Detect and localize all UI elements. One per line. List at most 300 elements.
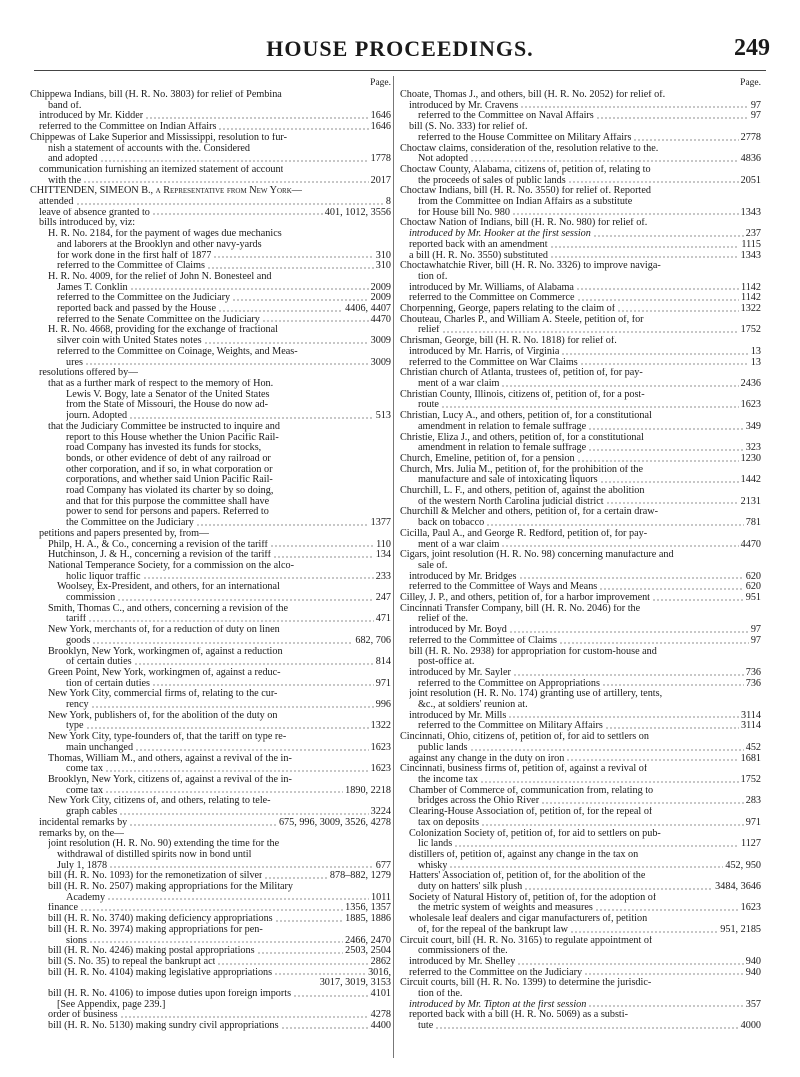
index-entry-text: against any change in the duty on iron xyxy=(409,753,565,764)
index-entry xyxy=(400,711,761,722)
index-page-ref: 3114 xyxy=(741,709,761,721)
index-page-ref: 971 xyxy=(375,677,391,689)
index-page-ref: 1322 xyxy=(370,720,391,732)
index-entry-text: bill (H. R. No. 2507) making appropriations for the Military xyxy=(48,882,294,893)
dot-leader xyxy=(105,791,343,793)
index-entry xyxy=(30,989,391,1000)
index-entry xyxy=(400,251,761,262)
index-entry-text: reported back with an amendment xyxy=(409,239,548,250)
index-entry xyxy=(400,818,761,829)
index-entry-text: attended xyxy=(39,197,74,208)
index-entry-text: Choctaw claims, consideration of the, resolution relative to the. xyxy=(400,143,659,154)
index-page-ref: 13 xyxy=(750,356,761,368)
index-entry xyxy=(30,614,391,625)
index-entry-text: tax on deposits xyxy=(418,817,480,828)
index-entry-text: New York, merchants of, for a reduction of duty on linen xyxy=(48,625,280,636)
dot-leader xyxy=(470,749,744,751)
index-page-ref: 471 xyxy=(375,613,391,625)
column-page-label: Page. xyxy=(370,78,391,88)
index-page-ref: 237 xyxy=(745,228,761,240)
index-entry-text: referred to the Committee on the Judiciary xyxy=(409,967,583,978)
index-entry-text: introduced by Mr. Shelley xyxy=(409,956,516,967)
dot-leader xyxy=(85,363,369,365)
index-page-ref: 3009 xyxy=(370,356,391,368)
index-entry xyxy=(400,764,761,775)
index-entry xyxy=(30,732,391,743)
index-entry xyxy=(30,625,391,636)
index-entry-text: for House bill No. 980 xyxy=(418,207,510,218)
index-entry xyxy=(400,122,761,133)
index-entry xyxy=(30,154,391,165)
index-entry-text: the income tax xyxy=(418,775,478,785)
index-entry xyxy=(30,604,391,615)
index-entry-text: bridges across the Ohio River xyxy=(418,796,540,807)
index-entry xyxy=(30,518,391,529)
index-entry xyxy=(400,550,761,561)
index-entry xyxy=(30,486,391,497)
index-entry-text: a bill (H. R. No. 3550) substituted xyxy=(409,250,548,261)
index-entry-text: Cigars, joint resolution (H. R. No. 98) concerning manufacture and xyxy=(400,550,674,561)
index-entry-text: Choctaw Nation of Indians, bill (H. R. No. 980) for relief of. xyxy=(400,218,648,229)
index-entry-text: report to this House whether the Union Pacific Rail- xyxy=(66,432,279,443)
dot-leader xyxy=(130,288,369,290)
index-entry-text: referred to the Committee on the Judiciary xyxy=(57,293,231,304)
dot-leader xyxy=(100,160,369,162)
index-entry-text: road Company has violated its charter by so doing, xyxy=(66,486,274,497)
index-entry-text: come tax xyxy=(66,764,104,775)
index-entry-text: joint resolution (H. R. No. 174) granting use of artillery, tents, xyxy=(409,689,663,700)
index-entry-text: Chamber of Commerce of, communication from, relating to xyxy=(409,785,654,796)
index-entry-text: reported back with a bill (H. R. No. 5069) as a substi- xyxy=(409,1010,628,1021)
dot-leader xyxy=(68,984,318,986)
index-entry xyxy=(400,229,761,240)
index-entry-text: Chippewas of Lake Superior and Mississippi, resolution to fur- xyxy=(30,132,287,143)
index-entry xyxy=(30,550,391,561)
index-entry-text: band of. xyxy=(48,100,82,111)
index-entry-text: Colonization Society of, petition of, for aid to settlers on pub- xyxy=(409,828,661,839)
index-entry-text: Clearing-House Association of, petition of, for the repeal of xyxy=(409,807,653,818)
index-entry xyxy=(400,325,761,336)
dot-leader xyxy=(135,749,369,751)
index-page-ref: 233 xyxy=(375,570,391,582)
index-entry-text: Smith, Thomas C., and others, concerning a revision of the xyxy=(48,603,289,614)
index-page-ref: 4000 xyxy=(740,1020,761,1032)
dot-leader xyxy=(524,888,713,890)
index-entry-text: order of business xyxy=(48,1010,118,1021)
dot-leader xyxy=(442,331,739,333)
index-page-ref: 1646 xyxy=(370,121,391,133)
page-number: 249 xyxy=(734,35,770,61)
index-entry xyxy=(400,871,761,882)
index-entry-text: holic liquor traffic xyxy=(66,571,141,582)
dot-leader xyxy=(588,449,744,451)
index-page-ref: 3224 xyxy=(370,806,391,818)
index-page-ref: 2017 xyxy=(370,174,391,186)
index-entry-text: bonds, or other evidence of debt of any railroad or xyxy=(66,453,271,464)
index-entry xyxy=(30,497,391,508)
index-page-ref: 1442 xyxy=(740,474,761,486)
dot-leader xyxy=(519,577,744,579)
index-entry xyxy=(30,368,391,379)
index-entry-text: bill (S. No. 333) for relief of. xyxy=(409,122,528,133)
index-entry xyxy=(400,700,761,711)
index-entry-text: referred to the Committee of Claims xyxy=(409,635,557,646)
index-entry-text: Christie, Eliza J., and others, petition of, for a constitutional xyxy=(400,432,644,443)
dot-leader xyxy=(218,310,343,312)
dot-leader xyxy=(470,160,739,162)
index-entry-text: tion of. xyxy=(418,271,448,282)
index-entry xyxy=(30,764,391,775)
index-entry xyxy=(30,90,391,101)
index-entry xyxy=(400,176,761,187)
index-entry-text: referred to the Committee on Coinage, Weights, and Meas- xyxy=(57,346,298,357)
index-page-ref: 2862 xyxy=(370,955,391,967)
page-title: HOUSE PROCEEDINGS. xyxy=(266,36,534,61)
index-entry xyxy=(400,893,761,904)
dot-leader xyxy=(561,353,748,355)
index-entry-text: Not adopted xyxy=(418,154,469,165)
index-entry xyxy=(400,293,761,304)
index-entry xyxy=(30,936,391,947)
dot-leader xyxy=(274,973,366,975)
index-entry xyxy=(400,465,761,476)
index-entry xyxy=(400,593,761,604)
index-page-ref: 310 xyxy=(375,260,391,272)
index-page-ref: 1230 xyxy=(740,452,761,464)
index-entry xyxy=(30,390,391,401)
dot-leader xyxy=(580,363,749,365)
dot-leader xyxy=(501,385,738,387)
dot-leader xyxy=(599,588,743,590)
dot-leader xyxy=(513,674,744,676)
index-entry xyxy=(30,946,391,957)
index-entry-text: tute xyxy=(418,1021,434,1032)
index-entry xyxy=(30,422,391,433)
index-entry xyxy=(30,379,391,390)
index-entry-text: rency xyxy=(66,700,89,711)
index-entry xyxy=(400,165,761,176)
index-page-ref: 951, 2185 xyxy=(720,923,761,935)
index-entry-text: silver coin with United States notes xyxy=(57,336,202,347)
index-entry xyxy=(400,208,761,219)
index-entry xyxy=(400,839,761,850)
index-entry-text: route xyxy=(418,400,439,411)
dot-leader xyxy=(92,642,353,644)
index-entry-text: Philp, H. A., & Co., concerning a revision of the tariff xyxy=(48,539,268,550)
index-entry xyxy=(400,829,761,840)
index-page-ref: 513 xyxy=(375,410,391,422)
index-page-ref: 452 xyxy=(745,741,761,753)
index-entry-text: public lands xyxy=(418,742,468,753)
dot-leader xyxy=(83,181,369,183)
dot-leader xyxy=(218,128,368,130)
index-page-ref: 781 xyxy=(745,517,761,529)
dot-leader xyxy=(550,246,740,248)
index-entry xyxy=(400,807,761,818)
index-entry-text: relief of the. xyxy=(418,614,469,625)
index-entry-text: road Company has invested its funds for stocks, xyxy=(66,443,262,454)
index-entry-text: corporations, and whether said Union Pacific Rail- xyxy=(66,475,273,486)
index-entry xyxy=(30,1010,391,1021)
index-entry xyxy=(400,315,761,326)
index-entry-text: amendment in relation to female suffrage xyxy=(418,421,587,432)
index-entry xyxy=(400,946,761,957)
index-page-ref: 951 xyxy=(745,592,761,604)
index-entry-text: Church, Mrs. Julia M., petition of, for the prohibition of the xyxy=(400,464,644,475)
index-entry xyxy=(400,754,761,765)
index-entry-text: main unchanged xyxy=(66,742,134,753)
index-entry xyxy=(30,721,391,732)
index-entry-text: for work done in the first half of 1877 xyxy=(57,250,212,261)
index-entry-text: introduced by Mr. Hooker at the first session xyxy=(409,229,591,240)
index-entry-text: incidental remarks by xyxy=(39,817,128,828)
dot-leader xyxy=(262,320,369,322)
dot-leader xyxy=(584,973,744,975)
index-entry xyxy=(30,304,391,315)
index-entry-text: that as a further mark of respect to the memory of Hon. xyxy=(48,378,274,389)
index-entry-text: distillers of, petition of, against any change in the tax on xyxy=(409,849,639,860)
dot-leader xyxy=(105,770,369,772)
index-entry-text: Choctaw County, Alabama, citizens of, petition of, relating to xyxy=(400,164,651,175)
index-page-ref: 283 xyxy=(745,795,761,807)
index-page-ref: 2131 xyxy=(740,495,761,507)
dot-leader xyxy=(577,460,739,462)
dot-leader xyxy=(80,909,343,911)
index-page-ref: 1623 xyxy=(370,763,391,775)
index-entry xyxy=(400,1010,761,1021)
index-page-ref: 1322 xyxy=(740,303,761,315)
index-entry xyxy=(400,400,761,411)
dot-leader xyxy=(109,866,374,868)
index-entry-text: Academy xyxy=(66,892,106,903)
index-entry-text: Brooklyn, New York, citizens of, against a revival of the in- xyxy=(48,775,292,785)
dot-leader xyxy=(89,941,343,943)
index-entry-text: journ. Adopted xyxy=(66,411,128,422)
index-entry-text: commissioners of the. xyxy=(418,946,508,957)
dot-leader xyxy=(264,877,327,879)
dot-leader xyxy=(602,684,744,686)
index-page-ref: 1142 xyxy=(741,281,761,293)
index-page-ref: 620 xyxy=(745,570,761,582)
index-page-ref: 4470 xyxy=(740,538,761,550)
index-entry xyxy=(400,1000,761,1011)
index-page-ref: 310 xyxy=(375,249,391,261)
dot-leader xyxy=(566,759,738,761)
index-entry-text: introduced by Mr. Sayler xyxy=(409,667,511,678)
dot-leader xyxy=(559,642,749,644)
dot-leader xyxy=(593,235,744,237)
dot-leader xyxy=(606,502,739,504)
index-entry xyxy=(30,176,391,187)
index-entry-text: Church, Emeline, petition of, for a pension xyxy=(400,453,575,464)
index-entry-text: Circuit court, bill (H. R. No. 3165) to regulate appointment of xyxy=(400,935,653,946)
index-page-ref: 3484, 3646 xyxy=(715,881,761,893)
index-entry xyxy=(30,540,391,551)
index-entry xyxy=(400,903,761,914)
index-entry-text: power to send for persons and papers. Referred to xyxy=(66,507,269,518)
index-entry xyxy=(400,197,761,208)
index-page-ref: 110 xyxy=(376,538,391,550)
index-entry-text: tion of certain duties xyxy=(66,678,151,689)
index-entry-text: Chorpenning, George, papers relating to the claim of xyxy=(400,304,616,315)
dot-leader xyxy=(270,545,374,547)
index-entry-text: bills introduced by, viz: xyxy=(39,218,136,229)
index-entry-text: referred to the Committee of Ways and Means xyxy=(409,582,598,593)
index-entry xyxy=(400,304,761,315)
index-entry-text: bill (H. R. No. 4104) making legislative appropriations xyxy=(48,967,273,978)
index-page-ref: 1778 xyxy=(370,153,391,165)
index-entry-text: reported back and passed by the House xyxy=(57,304,216,315)
index-entry xyxy=(400,582,761,593)
index-page-ref: 682, 706 xyxy=(355,634,391,646)
index-entry xyxy=(30,111,391,122)
index-entry-text: of, for the repeal of the bankrupt law xyxy=(418,924,568,935)
index-entry-text: bill (S. No. 35) to repeal the bankrupt act xyxy=(48,956,216,967)
index-entry xyxy=(400,518,761,529)
index-entry xyxy=(400,283,761,294)
index-entry-text: July 1, 1878 xyxy=(57,860,108,871)
index-entry xyxy=(400,679,761,690)
index-entry-text: commission xyxy=(66,593,116,604)
dot-leader xyxy=(134,663,374,665)
index-entry xyxy=(30,636,391,647)
index-entry-text: referred to the Committee on Naval Affairs xyxy=(418,111,594,122)
index-entry xyxy=(30,293,391,304)
index-entry xyxy=(400,978,761,989)
index-page-ref: 1343 xyxy=(740,249,761,261)
index-entry xyxy=(30,186,391,197)
index-entry xyxy=(30,218,391,229)
index-entry xyxy=(30,229,391,240)
index-entry-text: tariff xyxy=(66,614,87,625)
index-entry xyxy=(400,411,761,422)
index-entry xyxy=(400,336,761,347)
index-entry xyxy=(400,261,761,272)
index-entry xyxy=(400,347,761,358)
index-page-ref: 13 xyxy=(750,345,761,357)
index-entry-text: goods xyxy=(66,635,91,646)
index-entry xyxy=(400,133,761,144)
index-entry-text: withdrawal of distilled spirits now in bond until xyxy=(57,849,252,860)
dot-leader xyxy=(293,995,369,997)
index-entry xyxy=(400,186,761,197)
index-entry xyxy=(30,454,391,465)
index-entry xyxy=(30,657,391,668)
dot-leader xyxy=(454,845,739,847)
index-entry-text: manufacture and sale of intoxicating liquors xyxy=(418,475,598,486)
index-entry-text: ment of a war claim xyxy=(418,539,500,550)
dot-leader xyxy=(596,117,749,119)
index-entry xyxy=(400,721,761,732)
index-page-ref: 736 xyxy=(745,666,761,678)
dot-leader xyxy=(652,599,744,601)
index-entry xyxy=(30,433,391,444)
index-entry-text: bill (H. R. No. 3974) making appropriations for pen- xyxy=(48,924,263,935)
index-entry xyxy=(30,700,391,711)
dot-leader xyxy=(107,898,369,900)
index-entry xyxy=(30,903,391,914)
index-entry-text: [See Appendix, page 239.] xyxy=(57,999,166,1010)
index-entry-text: bill (H. R. No. 2938) for appropriation for custom-house and xyxy=(409,646,657,657)
index-entry-text: from the Committee on Indian Affairs as a substitute xyxy=(418,197,633,208)
index-entry xyxy=(30,208,391,219)
index-page-ref: 134 xyxy=(375,549,391,561)
dot-leader xyxy=(449,866,723,868)
index-page-ref: 1127 xyxy=(741,838,761,850)
dot-leader xyxy=(152,684,374,686)
index-entry-text: ment of a war claim xyxy=(418,378,500,389)
index-entry-text: the proceeds of sales of public lands xyxy=(418,175,566,186)
index-entry xyxy=(400,454,761,465)
index-entry-text: Churchill, L. F., and others, petition of, against the abolition xyxy=(400,486,645,497)
index-entry xyxy=(30,1000,391,1011)
index-page-ref: 1343 xyxy=(740,206,761,218)
index-entry-text: communication furnishing an itemized statement of account xyxy=(39,164,284,175)
index-entry-text: remarks by, on the— xyxy=(39,828,125,839)
header-rule xyxy=(34,70,766,71)
index-entry-text: amendment in relation to female suffrage xyxy=(418,443,587,454)
index-entry xyxy=(30,529,391,540)
dot-leader xyxy=(145,117,369,119)
index-entry xyxy=(30,400,391,411)
index-column-left xyxy=(30,78,391,1032)
index-entry-text: referred to the Senate Committee on the Judiciary xyxy=(57,314,260,325)
index-entry xyxy=(30,689,391,700)
index-page-ref: 1752 xyxy=(740,324,761,336)
index-entry-text: Chippewa Indians, bill (H. R. No. 3803) for relief of Pembina xyxy=(30,90,282,100)
index-page-ref: 1885, 1886 xyxy=(345,913,391,925)
index-entry xyxy=(400,475,761,486)
index-entry-text: Thomas, William M., and others, against a revival of the in- xyxy=(48,753,292,764)
dot-leader xyxy=(512,213,739,215)
index-entry xyxy=(30,882,391,893)
index-entry-text: with the xyxy=(48,175,82,186)
index-entry xyxy=(400,422,761,433)
index-entry-text: referred to the House Committee on Military Affairs xyxy=(418,132,632,143)
index-entry xyxy=(400,850,761,861)
index-entry xyxy=(30,122,391,133)
index-page-ref: 1681 xyxy=(740,752,761,764)
index-page-ref: 677 xyxy=(375,859,391,871)
index-entry-text: James T. Conklin xyxy=(57,282,128,293)
index-entry-text: referred to the Committee on Indian Affairs xyxy=(39,122,217,133)
index-entry xyxy=(30,411,391,422)
index-entry xyxy=(400,636,761,647)
index-entry-text: New York City, type-founders of, that the tariff on type re- xyxy=(48,732,287,743)
index-entry xyxy=(400,743,761,754)
index-page-ref: 97 xyxy=(750,634,761,646)
index-page-ref: 814 xyxy=(375,656,391,668)
index-page-ref: 1377 xyxy=(370,517,391,529)
dot-leader xyxy=(152,213,323,215)
index-entry xyxy=(400,101,761,112)
index-entry xyxy=(30,358,391,369)
index-entry-text: bill (H. R. No. 4106) to impose duties upon foreign imports xyxy=(48,989,292,1000)
index-entry-text: Hatters' Association of, petition of, for the abolition of the xyxy=(409,871,646,882)
index-entry-text: New York City, citizens of, and others, relating to tele- xyxy=(48,796,271,807)
index-entry xyxy=(30,871,391,882)
index-entry-text: Christian County, Illinois, citizens of, petition of, for a post- xyxy=(400,389,645,400)
index-page-ref: 3016, xyxy=(368,966,391,978)
index-entry xyxy=(30,978,391,989)
dot-leader xyxy=(633,139,738,141)
dot-leader xyxy=(275,920,344,922)
column-page-label: Page. xyxy=(740,78,761,88)
index-page-ref: 1623 xyxy=(740,902,761,914)
dot-leader xyxy=(501,545,738,547)
index-page-ref: 996 xyxy=(375,699,391,711)
index-entry-text: Hutchinson, J. & H., concerning a revision of the tariff xyxy=(48,550,272,561)
